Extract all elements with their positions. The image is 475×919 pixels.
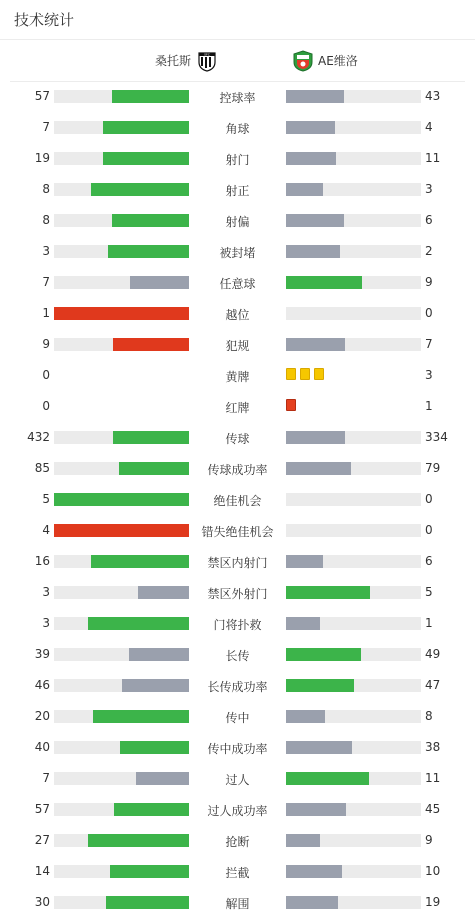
- home-bar-fill: [88, 617, 189, 630]
- home-bar-fill: [54, 524, 189, 537]
- home-bar: [54, 772, 189, 785]
- home-bar: [54, 555, 189, 568]
- away-bar-fill: [286, 865, 342, 878]
- away-bar-fill: [286, 276, 362, 289]
- stat-label: 黄牌: [225, 370, 250, 384]
- away-team[interactable]: [292, 40, 358, 81]
- home-bar: [54, 90, 189, 103]
- stat-row: [0, 422, 475, 453]
- away-value: 334: [425, 430, 448, 444]
- stat-row: [0, 887, 475, 918]
- away-bar: [286, 462, 421, 475]
- away-bar: [286, 307, 421, 320]
- home-bar-fill: [113, 431, 189, 444]
- stat-row: [0, 825, 475, 856]
- home-bar: [54, 431, 189, 444]
- home-bar: [54, 524, 189, 537]
- stat-label: 红牌: [225, 401, 250, 415]
- home-bar-fill: [114, 803, 189, 816]
- away-cards: [286, 399, 296, 413]
- away-bar: [286, 586, 421, 599]
- home-value: 39: [34, 647, 50, 661]
- home-bar: [54, 493, 189, 506]
- stat-label: 犯规: [225, 339, 250, 353]
- home-value: 7: [42, 275, 50, 289]
- away-bar: [286, 679, 421, 692]
- stat-row: [0, 236, 475, 267]
- away-bar: [286, 431, 421, 444]
- away-value: 0: [425, 523, 433, 537]
- home-bar-fill: [120, 741, 189, 754]
- away-bar: [286, 648, 421, 661]
- away-bar-fill: [286, 214, 344, 227]
- home-bar: [54, 648, 189, 661]
- stat-label: 传球: [225, 432, 250, 446]
- away-bar: [286, 338, 421, 351]
- away-bar: [286, 493, 421, 506]
- home-value: 46: [34, 678, 50, 692]
- away-value: 38: [425, 740, 441, 754]
- home-bar-fill: [103, 152, 189, 165]
- home-bar-fill: [88, 834, 189, 847]
- away-team-name: AE维洛: [318, 54, 358, 68]
- away-bar-fill: [286, 586, 370, 599]
- stat-label: 任意球: [219, 277, 256, 291]
- away-value: 79: [425, 461, 441, 475]
- away-bar: [286, 710, 421, 723]
- stat-label: 禁区外射门: [207, 587, 268, 601]
- red-card-icon: [286, 399, 296, 411]
- home-value: 20: [34, 709, 50, 723]
- home-value: 57: [34, 802, 50, 816]
- home-bar: [54, 586, 189, 599]
- stat-label: 长传成功率: [207, 680, 268, 694]
- away-bar-fill: [286, 741, 352, 754]
- home-value: 7: [42, 120, 50, 134]
- stat-row: [0, 763, 475, 794]
- stat-row: [0, 174, 475, 205]
- home-bar: [54, 865, 189, 878]
- home-bar-fill: [54, 493, 189, 506]
- teams-header: [10, 40, 465, 82]
- away-value: 2: [425, 244, 433, 258]
- away-value: 4: [425, 120, 433, 134]
- stat-row: [0, 360, 475, 391]
- stat-row: [0, 329, 475, 360]
- away-bar-fill: [286, 431, 345, 444]
- stat-label: 角球: [225, 122, 250, 136]
- away-bar-fill: [286, 803, 346, 816]
- away-bar: [286, 803, 421, 816]
- away-value: 47: [425, 678, 441, 692]
- away-value: 8: [425, 709, 433, 723]
- home-bar: [54, 803, 189, 816]
- away-bar: [286, 555, 421, 568]
- home-value: 16: [34, 554, 50, 568]
- stat-row: [0, 546, 475, 577]
- home-bar: [54, 121, 189, 134]
- stat-label: 门将扑救: [213, 618, 262, 632]
- away-bar: [286, 524, 421, 537]
- stat-row: [0, 298, 475, 329]
- home-value: 432: [27, 430, 50, 444]
- stat-row: [0, 515, 475, 546]
- away-value: 19: [425, 895, 441, 909]
- home-bar-fill: [113, 338, 189, 351]
- away-bar: [286, 834, 421, 847]
- home-bar-fill: [110, 865, 189, 878]
- away-bar: [286, 183, 421, 196]
- stat-row: [0, 639, 475, 670]
- away-bar-fill: [286, 710, 325, 723]
- home-value: 3: [42, 585, 50, 599]
- away-bar-fill: [286, 338, 345, 351]
- away-value: 11: [425, 771, 441, 785]
- away-value: 6: [425, 554, 433, 568]
- away-value: 9: [425, 833, 433, 847]
- home-team-name: 桑托斯: [154, 54, 191, 68]
- away-value: 6: [425, 213, 433, 227]
- home-value: 9: [42, 337, 50, 351]
- home-bar-fill: [54, 307, 189, 320]
- home-bar: [54, 710, 189, 723]
- stat-row: [0, 112, 475, 143]
- away-value: 7: [425, 337, 433, 351]
- away-bar-fill: [286, 772, 369, 785]
- away-bar-fill: [286, 183, 323, 196]
- away-value: 0: [425, 492, 433, 506]
- home-value: 57: [34, 89, 50, 103]
- stat-label: 射正: [225, 184, 250, 198]
- home-bar: [54, 896, 189, 909]
- home-bar-fill: [122, 679, 189, 692]
- home-bar: [54, 214, 189, 227]
- away-bar-fill: [286, 648, 361, 661]
- away-bar: [286, 865, 421, 878]
- stat-label: 传中: [225, 711, 250, 725]
- away-bar-fill: [286, 896, 338, 909]
- yellow-card-icon: [300, 368, 310, 380]
- stat-row: [0, 608, 475, 639]
- away-bar: [286, 90, 421, 103]
- home-bar-fill: [108, 245, 189, 258]
- away-bar-fill: [286, 245, 340, 258]
- home-value: 5: [42, 492, 50, 506]
- stat-label: 传球成功率: [207, 463, 268, 477]
- home-bar: [54, 741, 189, 754]
- home-bar: [54, 617, 189, 630]
- home-value: 19: [34, 151, 50, 165]
- home-bar: [54, 462, 189, 475]
- stat-row: [0, 732, 475, 763]
- away-value: 5: [425, 585, 433, 599]
- home-bar: [54, 183, 189, 196]
- away-value: 3: [425, 182, 433, 196]
- stat-label: 被封堵: [219, 246, 256, 260]
- away-bar: [286, 245, 421, 258]
- home-bar-fill: [106, 896, 189, 909]
- home-bar-fill: [91, 555, 189, 568]
- away-bar: [286, 152, 421, 165]
- yellow-card-icon: [314, 368, 324, 380]
- home-value: 3: [42, 244, 50, 258]
- stat-label: 长传: [225, 649, 250, 663]
- home-bar: [54, 307, 189, 320]
- away-bar: [286, 276, 421, 289]
- stat-row: [0, 701, 475, 732]
- stat-label: 控球率: [219, 91, 256, 105]
- home-value: 27: [34, 833, 50, 847]
- home-bar: [54, 679, 189, 692]
- away-bar-fill: [286, 617, 320, 630]
- santos-crest-icon: [196, 50, 218, 72]
- ae-velo-crest-icon: [292, 50, 314, 72]
- away-bar-fill: [286, 121, 335, 134]
- away-bar-fill: [286, 152, 336, 165]
- yellow-card-icon: [286, 368, 296, 380]
- away-bar-fill: [286, 90, 344, 103]
- home-bar-fill: [112, 90, 189, 103]
- stat-row: [0, 267, 475, 298]
- home-bar: [54, 152, 189, 165]
- header: [0, 0, 475, 40]
- home-value: 40: [34, 740, 50, 754]
- home-value: 8: [42, 182, 50, 196]
- home-value: 4: [42, 523, 50, 537]
- home-bar-fill: [103, 121, 189, 134]
- stat-row: [0, 577, 475, 608]
- stat-label: 射偏: [225, 215, 250, 229]
- stat-label: 过人: [225, 773, 250, 787]
- away-bar: [286, 214, 421, 227]
- stat-row: [0, 484, 475, 515]
- stat-label: 拦截: [225, 866, 250, 880]
- home-bar-fill: [112, 214, 189, 227]
- page-title: 技术统计: [14, 11, 75, 29]
- away-value: 9: [425, 275, 433, 289]
- home-value: 30: [34, 895, 50, 909]
- away-value: 1: [425, 616, 433, 630]
- home-value: 0: [42, 368, 50, 382]
- stat-label: 解围: [225, 897, 250, 911]
- away-bar-fill: [286, 834, 320, 847]
- away-bar: [286, 617, 421, 630]
- stat-label: 越位: [225, 308, 250, 322]
- home-value: 1: [42, 306, 50, 320]
- away-value: 10: [425, 864, 441, 878]
- home-bar-fill: [136, 772, 189, 785]
- away-bar: [286, 772, 421, 785]
- home-bar: [54, 276, 189, 289]
- stat-row: [0, 856, 475, 887]
- home-bar-fill: [93, 710, 189, 723]
- away-value: 3: [425, 368, 433, 382]
- home-value: 85: [34, 461, 50, 475]
- stat-row: [0, 670, 475, 701]
- stat-row: [0, 391, 475, 422]
- home-value: 7: [42, 771, 50, 785]
- away-bar-fill: [286, 679, 354, 692]
- home-team[interactable]: [155, 40, 218, 81]
- home-bar: [54, 338, 189, 351]
- away-value: 1: [425, 399, 433, 413]
- stat-row: [0, 794, 475, 825]
- home-bar-fill: [129, 648, 189, 661]
- away-value: 0: [425, 306, 433, 320]
- away-bar: [286, 121, 421, 134]
- home-bar-fill: [138, 586, 189, 599]
- stat-row: [0, 453, 475, 484]
- stat-label: 过人成功率: [207, 804, 268, 818]
- home-value: 0: [42, 399, 50, 413]
- home-bar: [54, 834, 189, 847]
- away-bar-fill: [286, 555, 323, 568]
- home-value: 8: [42, 213, 50, 227]
- stat-label: 禁区内射门: [207, 556, 268, 570]
- away-cards: [286, 368, 324, 382]
- home-bar: [54, 245, 189, 258]
- stat-label: 错失绝佳机会: [201, 525, 274, 539]
- away-value: 11: [425, 151, 441, 165]
- svg-text:SFC: SFC: [204, 52, 210, 56]
- home-bar-fill: [119, 462, 189, 475]
- stat-row: [0, 205, 475, 236]
- stat-label: 射门: [225, 153, 250, 167]
- home-value: 3: [42, 616, 50, 630]
- stat-row: [0, 81, 475, 112]
- stat-label: 抢断: [225, 835, 250, 849]
- stat-label: 绝佳机会: [213, 494, 262, 508]
- stat-label: 传中成功率: [207, 742, 268, 756]
- away-bar-fill: [286, 462, 351, 475]
- home-value: 14: [34, 864, 50, 878]
- away-bar: [286, 896, 421, 909]
- stat-row: [0, 143, 475, 174]
- away-value: 45: [425, 802, 441, 816]
- away-bar: [286, 741, 421, 754]
- home-bar-fill: [91, 183, 189, 196]
- away-value: 49: [425, 647, 441, 661]
- home-bar-fill: [130, 276, 189, 289]
- away-value: 43: [425, 89, 441, 103]
